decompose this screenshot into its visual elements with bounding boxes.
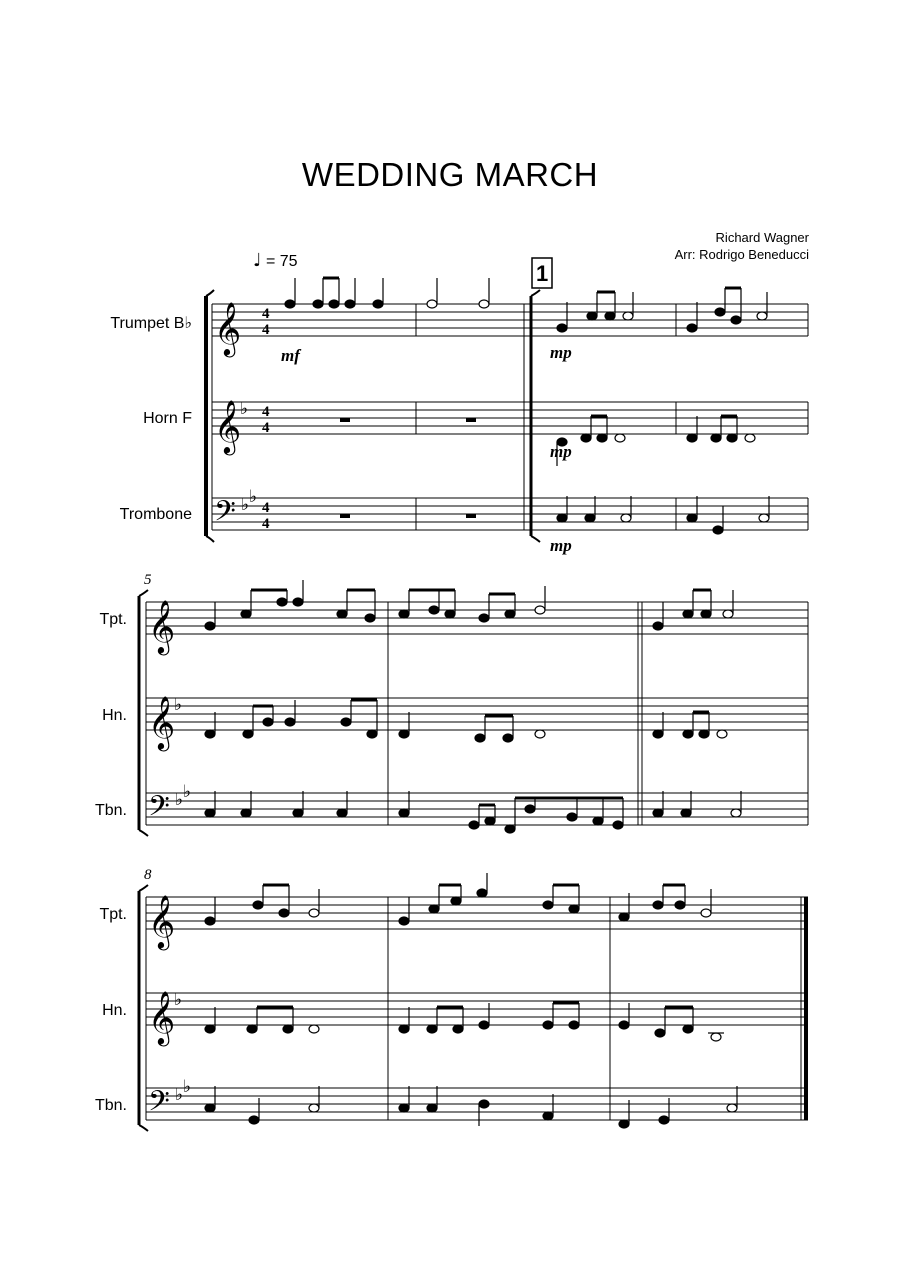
dynamic-mp: mp: [550, 442, 572, 461]
system-1: [206, 258, 808, 542]
time-sig-top: 4: [262, 306, 270, 322]
instrument-label-trombone-short: Tbn.: [94, 802, 127, 819]
flat-icon: ♭: [175, 1085, 184, 1105]
time-sig-bottom: 4: [262, 322, 270, 338]
treble-clef-icon: 𝄞: [148, 695, 176, 749]
time-sig-top: 4: [262, 500, 270, 516]
measure-number: 8: [144, 867, 152, 883]
measure-number: 5: [144, 572, 152, 588]
treble-clef-icon: 𝄞: [214, 399, 242, 453]
tempo-value: = 75: [265, 253, 298, 270]
system-3: [139, 885, 808, 1131]
instrument-label-trombone-short: Tbn.: [94, 1097, 127, 1114]
bass-clef-icon: 𝄢: [148, 790, 170, 830]
instrument-label-trumpet: Trumpet B♭: [110, 315, 192, 332]
bass-clef-icon: 𝄢: [148, 1085, 170, 1125]
horn-notes-1: [557, 416, 755, 466]
flat-icon: ♭: [183, 782, 192, 802]
rehearsal-mark: 1: [536, 261, 549, 286]
piece-title: WEDDING MARCH: [301, 156, 599, 193]
composer-credit: Richard Wagner: [715, 230, 809, 245]
trumpet-notes-3: [205, 873, 711, 925]
trombone-notes-1: [557, 496, 769, 534]
treble-clef-icon: 𝄞: [148, 599, 176, 653]
flat-icon: ♭: [249, 487, 258, 507]
trombone-notes-3: [205, 1086, 737, 1128]
instrument-label-trumpet-short: Tpt.: [99, 611, 127, 628]
flat-icon: ♭: [183, 1077, 192, 1097]
dynamic-mf: mf: [281, 346, 300, 365]
time-sig-bottom: 4: [262, 420, 270, 436]
instrument-label-horn: Horn F: [143, 410, 192, 427]
staff-trombone-1: [212, 498, 808, 530]
dynamic-mp: mp: [550, 343, 572, 362]
treble-clef-icon: 𝄞: [214, 301, 242, 355]
trumpet-notes-2: [205, 580, 733, 630]
trombone-notes-2: [205, 791, 741, 833]
instrument-label-horn-short: Hn.: [102, 707, 127, 724]
flat-icon: ♭: [174, 990, 183, 1010]
trumpet-notes-1: [285, 278, 767, 332]
flat-icon: ♭: [175, 790, 184, 810]
bass-clef-icon: 𝄢: [214, 495, 236, 535]
instrument-label-horn-short: Hn.: [102, 1002, 127, 1019]
time-sig-bottom: 4: [262, 516, 270, 532]
treble-clef-icon: 𝄞: [148, 894, 176, 948]
treble-clef-icon: 𝄞: [148, 990, 176, 1044]
flat-icon: ♭: [241, 495, 250, 515]
measure-rests: [340, 418, 476, 518]
instrument-label-trumpet-short: Tpt.: [99, 906, 127, 923]
quarter-note-icon: ♩: [253, 250, 262, 271]
time-sig-top: 4: [262, 404, 270, 420]
flat-icon: ♭: [174, 695, 183, 715]
dynamic-mp: mp: [550, 536, 572, 555]
instrument-label-trombone: Trombone: [119, 506, 192, 523]
staff-horn-1: [212, 402, 808, 434]
arranger-credit: Arr: Rodrigo Beneducci: [674, 247, 809, 262]
flat-icon: ♭: [240, 399, 249, 419]
